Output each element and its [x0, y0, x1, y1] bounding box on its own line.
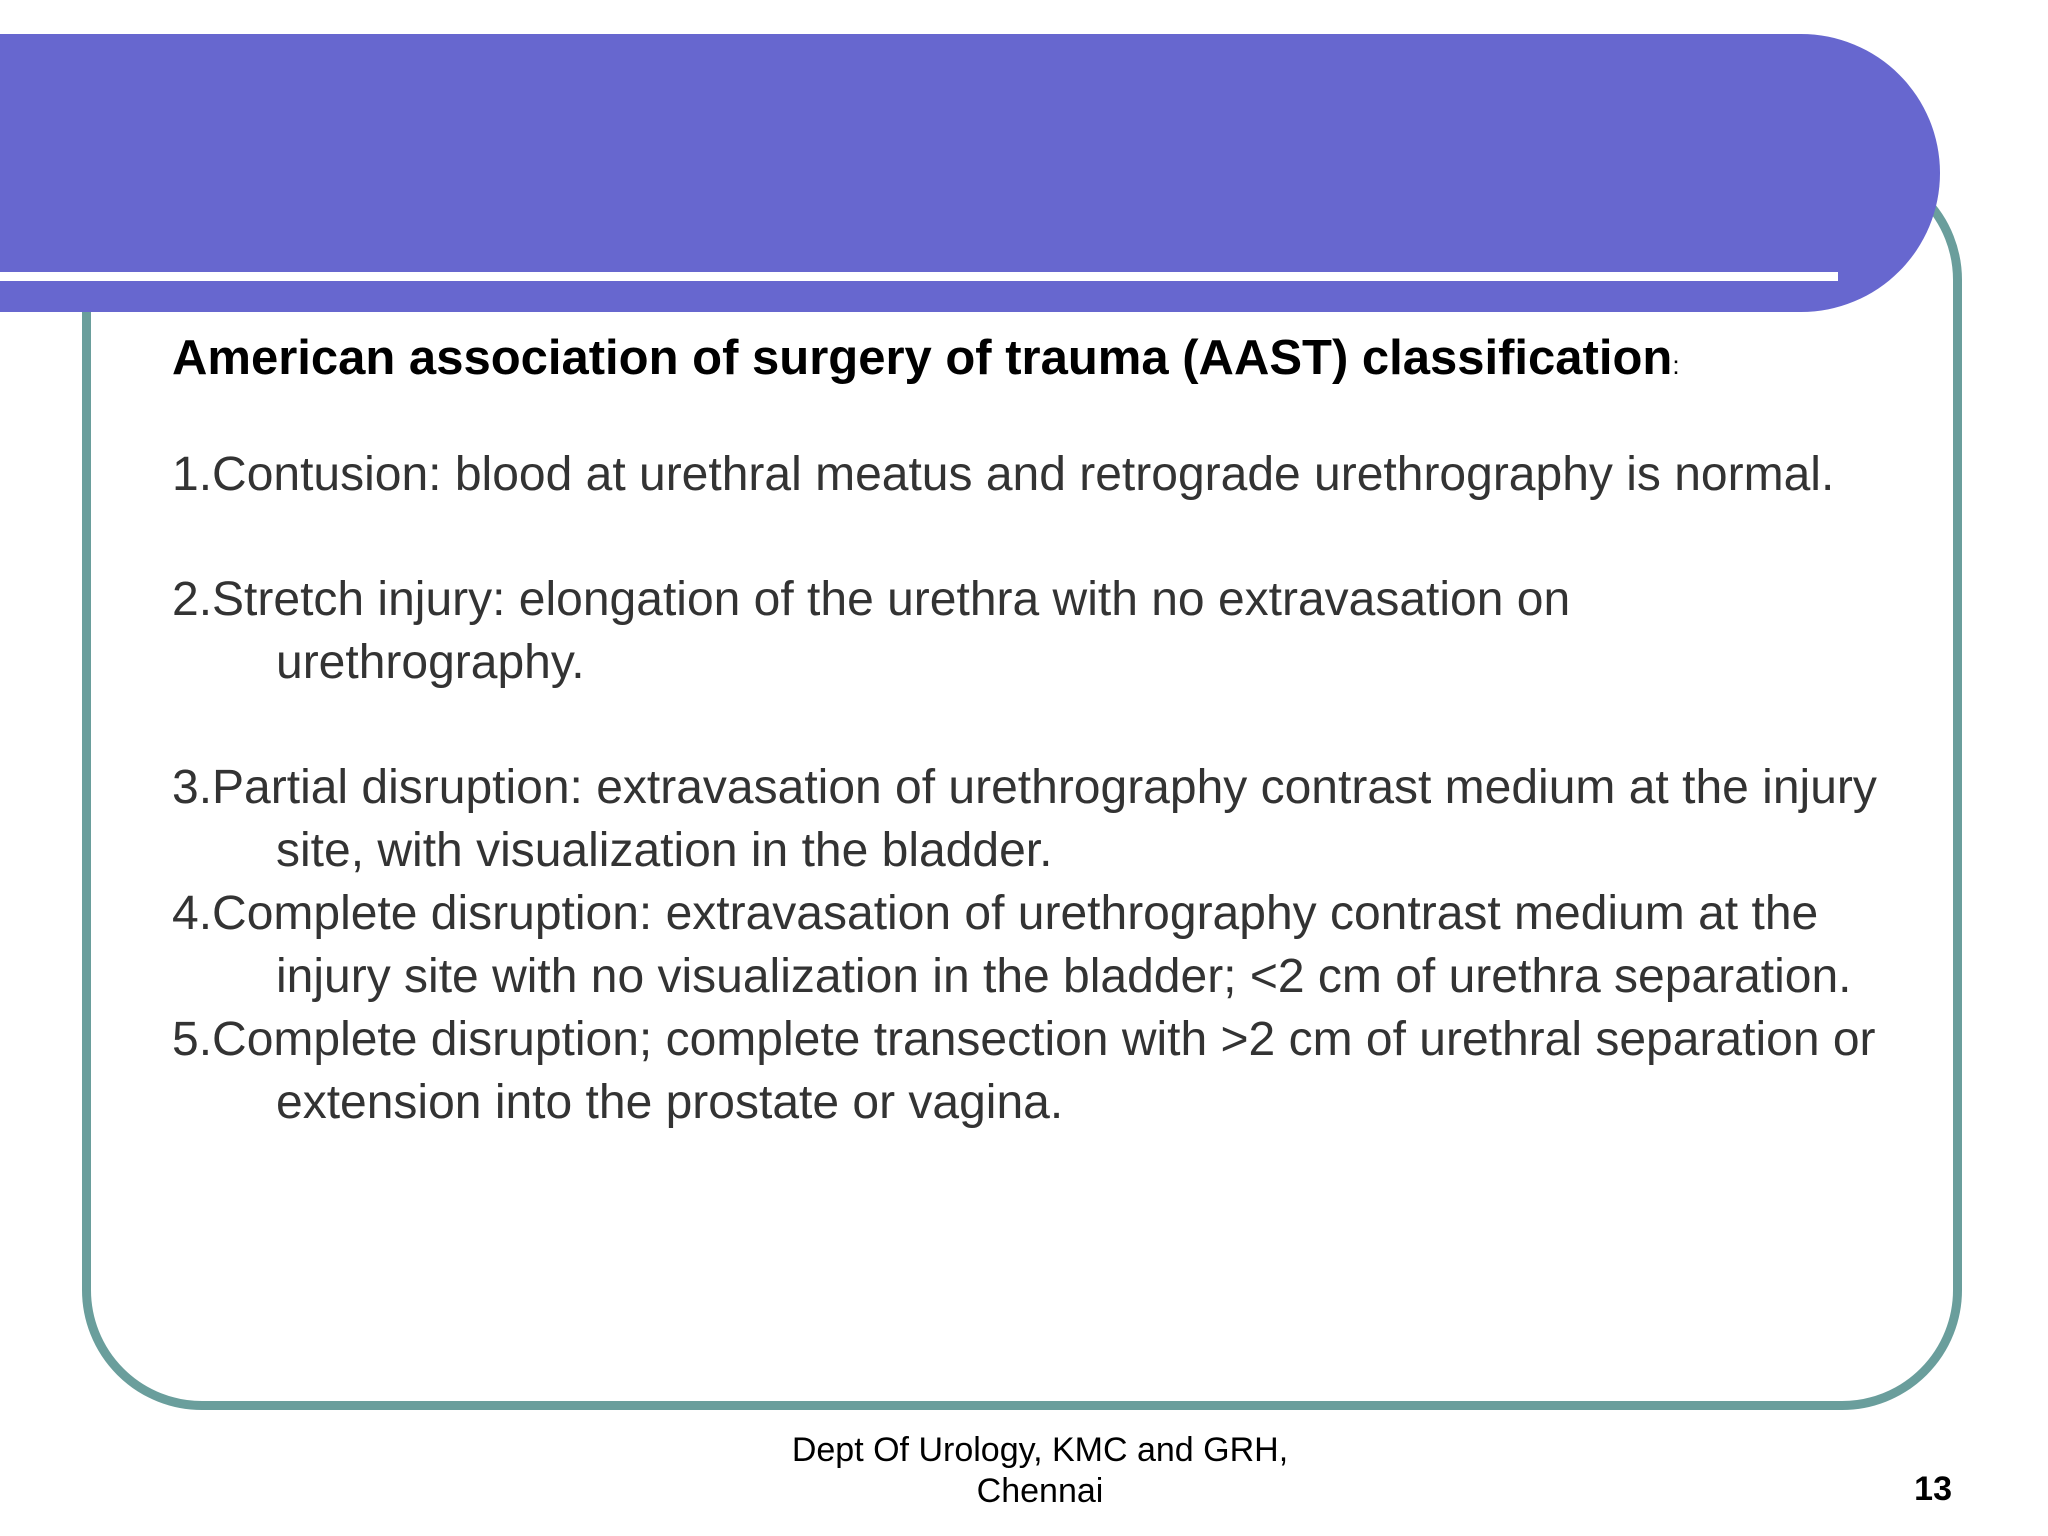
page-number: 13	[1914, 1470, 1952, 1508]
list-item-complete-disruption-long: 5.Complete disruption; complete transection with >2 cm of urethral separation or extension into the prostate or vagina.	[172, 1013, 1876, 1129]
slide-heading-text: American association of surgery of trauma (AAST) classification	[172, 331, 1673, 385]
header-divider-line	[0, 272, 1838, 281]
list-item-partial-disruption: 3.Partial disruption: extravasation of urethrography contrast medium at the injury site, with visualization in the bladder.	[172, 761, 1877, 877]
slide-content	[172, 326, 1892, 1134]
list-item-contusion: 1.Contusion: blood at urethral meatus and retrograde urethrography is normal.	[172, 448, 1835, 501]
slide-heading	[172, 326, 1892, 397]
slide-footer	[740, 1430, 1340, 1512]
list-item-stretch-injury: 2.Stretch injury: elongation of the urethra with no extravasation on urethrography.	[172, 573, 1571, 689]
footer-department: Dept Of Urology, KMC and GRH,	[791, 1431, 1289, 1469]
slide-heading-colon: :	[1672, 350, 1680, 380]
header-band	[0, 34, 1940, 312]
footer-city: Chennai	[976, 1472, 1104, 1510]
list-item-complete-disruption-short: 4.Complete disruption: extravasation of urethrography contrast medium at the injury site with no visualization in the bladder; <2 cm of urethra separation.	[172, 887, 1852, 1003]
